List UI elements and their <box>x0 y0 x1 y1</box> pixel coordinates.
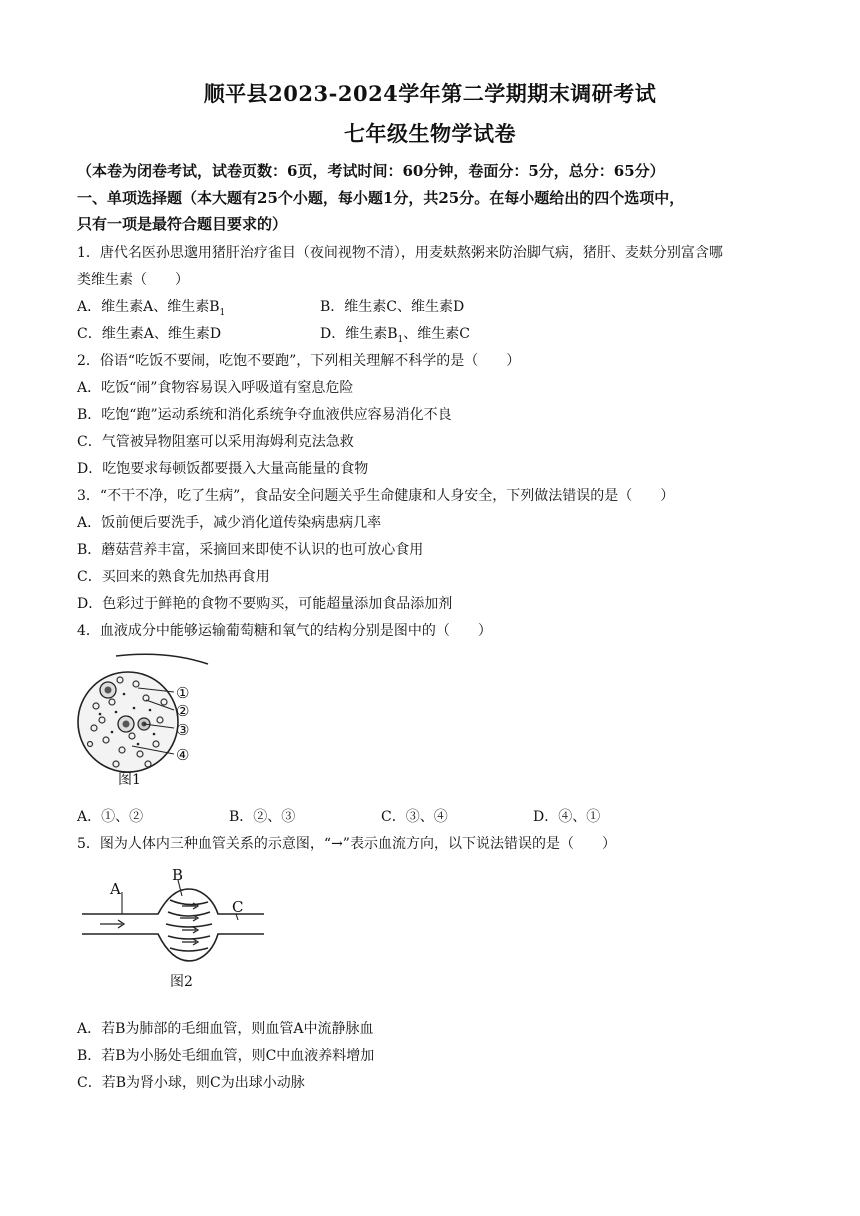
q4-option-d[interactable]: D．④、① <box>533 809 601 825</box>
label-C: C <box>232 898 244 916</box>
q2-stem: 2．俗语“吃饭不要闹，吃饱不要跑”，下列相关理解不科学的是（ ） <box>77 353 521 369</box>
blood-smear-figure <box>76 650 216 790</box>
figure-curve <box>116 654 208 664</box>
q5-option-c[interactable]: C．若B为肾小球，则C为出球小动脉 <box>77 1075 305 1091</box>
figure-labels <box>176 684 189 764</box>
q5-option-a[interactable]: A．若B为肺部的毛细血管，则血管A中流静脉血 <box>77 1021 374 1037</box>
q4-option-a[interactable]: A．①、② <box>77 809 144 825</box>
q3-option-c[interactable]: C．买回来的熟食先加热再食用 <box>77 569 270 585</box>
q1-stem-cont: 类维生素（ ） <box>77 272 189 288</box>
q1-option-a[interactable]: A．维生素A、维生素$B_1$ <box>77 299 226 318</box>
q1-option-c[interactable]: C．维生素A、维生素D <box>77 326 222 342</box>
q4-option-c[interactable]: C．③、④ <box>381 809 448 825</box>
figure-labels <box>109 866 243 916</box>
q3-option-b[interactable]: B．蘑菇营养丰富，采摘回来即使不认识的也可放心食用 <box>77 542 424 558</box>
exam-subtitle: 七年级生物学试卷 <box>344 121 516 146</box>
q4-option-b[interactable]: B．②、③ <box>229 809 296 825</box>
q5-stem: 5．图为人体内三种血管关系的示意图，“→”表示血流方向，以下说法错误的是（ ） <box>77 836 616 852</box>
q2-option-b[interactable]: B．吃饱“跑”运动系统和消化系统争夺血液供应容易消化不良 <box>77 407 452 423</box>
q2-option-d[interactable]: D．吃饱要求每顿饭都要摄入大量高能量的食物 <box>77 461 369 477</box>
q4-stem: 4．血液成分中能够运输葡萄糖和氧气的结构分别是图中的（ ） <box>77 623 492 639</box>
exam-info: （本卷为闭卷考试，试卷页数：6页，考试时间：60分钟，卷面分：5分，总分：65分） <box>77 162 665 180</box>
figure-caption: 图2 <box>170 974 193 990</box>
label-2: ② <box>176 702 190 720</box>
exam-title: 顺平县2023-2024学年第二学期期末调研考试 <box>203 81 657 106</box>
q2-option-a[interactable]: A．吃饭“闹”食物容易误入呼吸道有窒息危险 <box>77 380 354 396</box>
q3-option-a[interactable]: A．饭前便后要洗手，减少消化道传染病患病几率 <box>77 515 382 531</box>
section-heading: 一、单项选择题（本大题有25个小题，每小题1分，共25分。在每小题给出的四个选项中， <box>77 189 685 207</box>
section-heading-cont: 只有一项是最符合题目要求的） <box>77 215 288 233</box>
q3-stem: 3．“不干不净，吃了生病”，食品安全问题关乎生命健康和人身安全，下列做法错误的是（ ） <box>77 488 675 504</box>
blood-vessel-figure <box>78 862 268 1000</box>
label-4: ④ <box>176 746 190 764</box>
label-1: ① <box>176 684 190 702</box>
q3-option-d[interactable]: D．色彩过于鲜艳的食物不要购买，可能超量添加食品添加剂 <box>77 596 453 612</box>
label-A: A <box>110 880 121 898</box>
q1-stem: 1．唐代名医孙思邈用猪肝治疗雀目（夜间视物不清），用麦麸熬粥来防治脚气病，猪肝、麦麸分别富含哪 <box>77 245 723 261</box>
q1-option-b[interactable]: B．维生素C、维生素D <box>320 299 465 315</box>
figure-caption: 图1 <box>118 772 141 788</box>
q2-option-c[interactable]: C．气管被异物阻塞可以采用海姆利克法急救 <box>77 434 354 450</box>
label-3: ③ <box>176 721 190 739</box>
q5-option-b[interactable]: B．若B为小肠处毛细血管，则C中血液养料增加 <box>77 1048 375 1064</box>
label-B: B <box>172 866 184 884</box>
q1-option-d[interactable]: D．维生素$B_1$、维生素C <box>320 326 470 345</box>
